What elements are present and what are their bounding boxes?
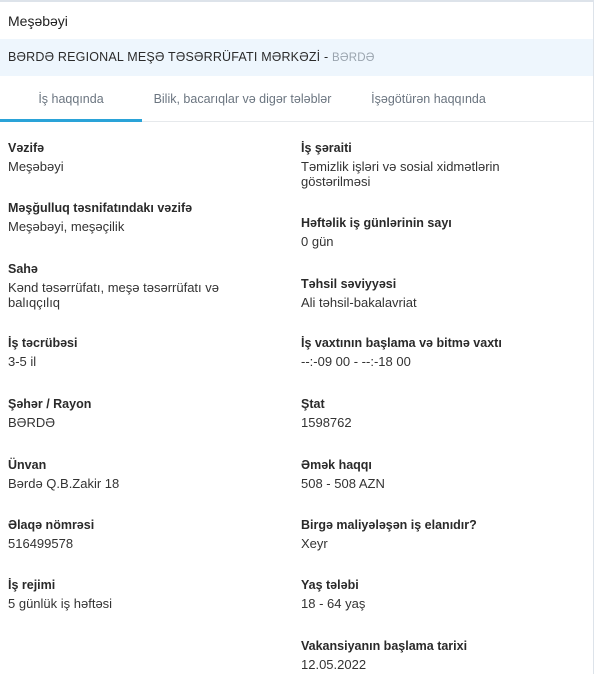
organization-separator: -: [320, 50, 333, 64]
organization-city: BƏRDƏ: [332, 52, 375, 64]
tab-bar: [0, 76, 593, 122]
field-label: Vakansiyanın başlama tarixi: [301, 639, 468, 653]
field-work-conditions: [301, 140, 541, 189]
field-value: 18 - 64 yaş: [301, 596, 366, 611]
field-salary: [301, 457, 541, 491]
field-value: Meşəbəyi: [8, 159, 64, 174]
field-value: 516499578: [8, 536, 74, 551]
field-contact-number: [8, 517, 258, 551]
field-experience: [8, 335, 258, 369]
field-value: 0 gün: [301, 234, 334, 249]
organization-bar: [0, 39, 593, 76]
field-label: İş rejimi: [8, 578, 56, 592]
field-label: İş təcrübəsi: [8, 336, 78, 350]
vacancy-title: Meşəbəyi: [8, 13, 68, 29]
field-education-level: [301, 276, 541, 310]
tab-requirements[interactable]: [142, 76, 343, 121]
field-value: Xeyr: [301, 536, 328, 551]
field-value: Bərdə Q.B.Zakir 18: [8, 476, 120, 491]
field-position: [8, 140, 258, 174]
field-cofinanced: [301, 517, 541, 551]
field-label: Vəzifə: [8, 141, 45, 155]
field-value: 5 günlük iş həftəsi: [8, 596, 113, 611]
field-value: Kənd təsərrüfatı, meşə təsərrüfatı və balıqçılıq: [8, 280, 219, 310]
tab-requirements-label: Bilik, bacarıqlar və digər tələblər: [153, 92, 332, 106]
vacancy-title-bar: [0, 2, 593, 39]
tab-employer-info-label: İşəgötürən haqqında: [371, 92, 486, 106]
field-city-district: [8, 396, 258, 430]
field-classification-position: [8, 200, 258, 234]
field-age-requirement: [301, 577, 541, 611]
field-label: Birgə maliyələşən iş elanıdır?: [301, 518, 477, 532]
field-value: 3-5 il: [8, 354, 37, 369]
field-label: Ünvan: [8, 458, 47, 472]
tab-job-info[interactable]: [0, 76, 142, 121]
field-vacancy-start-date: [301, 638, 541, 672]
field-value: BƏRDƏ: [8, 415, 56, 430]
field-value: --:-09 00 - --:-18 00: [301, 354, 411, 369]
field-staff-id: [301, 396, 541, 430]
field-label: Sahə: [8, 262, 38, 276]
field-label: Həftəlik iş günlərinin sayı: [301, 216, 452, 230]
field-work-hours: [301, 335, 541, 369]
field-label: Əmək haqqı: [301, 458, 372, 472]
field-label: Əlaqə nömrəsi: [8, 518, 95, 532]
field-label: Təhsil səviyyəsi: [301, 277, 397, 291]
field-label: Ştat: [301, 397, 325, 411]
active-tab-indicator: [0, 119, 142, 122]
field-work-schedule: [8, 577, 258, 611]
field-sector: [8, 261, 258, 310]
field-value: 12.05.2022: [301, 657, 367, 672]
tab-job-info-label: İş haqqında: [38, 92, 104, 106]
field-label: İş vaxtının başlama və bitmə vaxtı: [301, 336, 502, 350]
field-weekly-workdays: [301, 215, 541, 249]
field-value: Meşəbəyi, meşəçilik: [8, 219, 125, 234]
field-label: Yaş tələbi: [301, 578, 359, 592]
tab-employer-info[interactable]: [343, 76, 514, 121]
field-value: 1598762: [301, 415, 352, 430]
field-value: Ali təhsil-bakalavriat: [301, 295, 417, 310]
field-address: [8, 457, 258, 491]
organization-name[interactable]: BƏRDƏ REGIONAL MEŞƏ TƏSƏRRÜFATI MƏRKƏZİ: [8, 50, 321, 64]
field-label: Məşğulluq təsnifatındakı vəzifə: [8, 201, 193, 215]
field-label: İş şəraiti: [301, 141, 352, 155]
field-value: 508 - 508 AZN: [301, 476, 385, 491]
field-label: Şəhər / Rayon: [8, 397, 92, 411]
field-value: Təmizlik işləri və sosial xidmətlərin göstərilməsi: [301, 159, 500, 189]
